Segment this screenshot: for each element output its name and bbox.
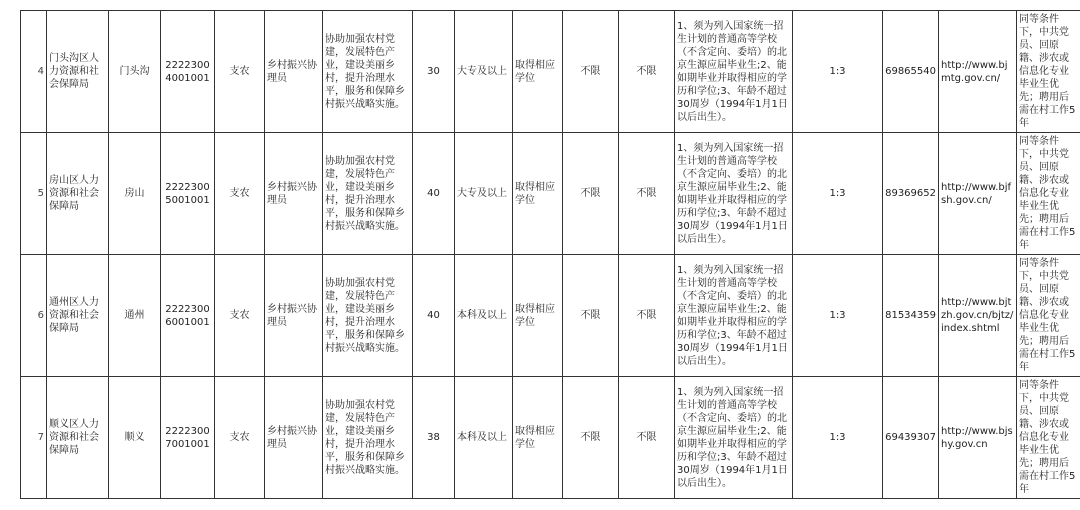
row-index: 4: [21, 11, 47, 133]
district: 门头沟: [109, 11, 161, 133]
education-requirement: 大专及以上: [455, 133, 513, 255]
hire-count: 40: [413, 133, 455, 255]
degree-requirement: 取得相应学位: [513, 11, 563, 133]
notes: 同等条件下，中共党员、回原籍、涉农或信息化专业毕业生优先；聘用后需在村工作5年: [1017, 255, 1080, 377]
position-code: 22223004001001: [161, 11, 215, 133]
row-index: 7: [21, 377, 47, 499]
website-link[interactable]: http://www.bjshy.gov.cn: [939, 377, 1017, 499]
degree-requirement: 取得相应学位: [513, 377, 563, 499]
other-requirements: 1、须为列入国家统一招生计划的普通高等学校（不含定向、委培）的北京生源应届毕业生;2、能如期毕业并取得相应的学历和学位;3、年龄不超过30周岁（1994年1月1日以后出生）。: [675, 11, 793, 133]
notes: 同等条件下，中共党员、回原籍、涉农或信息化专业毕业生优先；聘用后需在村工作5年: [1017, 11, 1080, 133]
website-link[interactable]: http://www.bjmtg.gov.cn/: [939, 11, 1017, 133]
position-category: 支农: [215, 133, 265, 255]
position-category: 支农: [215, 255, 265, 377]
interview-ratio: 1:3: [793, 11, 883, 133]
table-row: [21, 255, 1080, 377]
hire-count: 40: [413, 255, 455, 377]
position-name: 乡村振兴协理员: [265, 11, 323, 133]
table-body: [21, 11, 1080, 499]
row-index: 5: [21, 133, 47, 255]
other-requirements: 1、须为列入国家统一招生计划的普通高等学校（不含定向、委培）的北京生源应届毕业生;2、能如期毕业并取得相应的学历和学位;3、年龄不超过30周岁（1994年1月1日以后出生）。: [675, 255, 793, 377]
other-requirements: 1、须为列入国家统一招生计划的普通高等学校（不含定向、委培）的北京生源应届毕业生;2、能如期毕业并取得相应的学历和学位;3、年龄不超过30周岁（1994年1月1日以后出生）。: [675, 377, 793, 499]
position-name: 乡村振兴协理员: [265, 133, 323, 255]
position-category: 支农: [215, 377, 265, 499]
major-requirement: 不限: [563, 11, 619, 133]
politics-requirement: 不限: [619, 11, 675, 133]
position-code: 22223007001001: [161, 377, 215, 499]
contact-phone: 69865540: [883, 11, 939, 133]
other-requirements: 1、须为列入国家统一招生计划的普通高等学校（不含定向、委培）的北京生源应届毕业生;2、能如期毕业并取得相应的学历和学位;3、年龄不超过30周岁（1994年1月1日以后出生）。: [675, 133, 793, 255]
district: 顺义: [109, 377, 161, 499]
table-row: [21, 377, 1080, 499]
position-duty: 协助加强农村党建，发展特色产业，建设美丽乡村，提升治理水平，服务和保障乡村振兴战略实施。: [323, 255, 413, 377]
position-name: 乡村振兴协理员: [265, 377, 323, 499]
major-requirement: 不限: [563, 377, 619, 499]
position-category: 支农: [215, 11, 265, 133]
degree-requirement: 取得相应学位: [513, 255, 563, 377]
interview-ratio: 1:3: [793, 255, 883, 377]
website-link[interactable]: http://www.bjfsh.gov.cn/: [939, 133, 1017, 255]
recruitment-table-container: [20, 10, 1076, 499]
district: 房山: [109, 133, 161, 255]
education-requirement: 大专及以上: [455, 11, 513, 133]
notes: 同等条件下，中共党员、回原籍、涉农或信息化专业毕业生优先；聘用后需在村工作5年: [1017, 377, 1080, 499]
position-duty: 协助加强农村党建，发展特色产业，建设美丽乡村，提升治理水平，服务和保障乡村振兴战略实施。: [323, 377, 413, 499]
notes: 同等条件下，中共党员、回原籍、涉农或信息化专业毕业生优先；聘用后需在村工作5年: [1017, 133, 1080, 255]
degree-requirement: 取得相应学位: [513, 133, 563, 255]
department-name: 房山区人力资源和社会保障局: [47, 133, 109, 255]
education-requirement: 本科及以上: [455, 255, 513, 377]
position-code: 22223006001001: [161, 255, 215, 377]
interview-ratio: 1:3: [793, 377, 883, 499]
table-row: [21, 133, 1080, 255]
website-link[interactable]: http://www.bjtzh.gov.cn/bjtz/index.shtml: [939, 255, 1017, 377]
education-requirement: 本科及以上: [455, 377, 513, 499]
major-requirement: 不限: [563, 133, 619, 255]
department-name: 门头沟区人力资源和社会保障局: [47, 11, 109, 133]
department-name: 顺义区人力资源和社会保障局: [47, 377, 109, 499]
politics-requirement: 不限: [619, 377, 675, 499]
position-code: 22223005001001: [161, 133, 215, 255]
row-index: 6: [21, 255, 47, 377]
department-name: 通州区人力资源和社会保障局: [47, 255, 109, 377]
politics-requirement: 不限: [619, 255, 675, 377]
position-name: 乡村振兴协理员: [265, 255, 323, 377]
major-requirement: 不限: [563, 255, 619, 377]
district: 通州: [109, 255, 161, 377]
position-duty: 协助加强农村党建，发展特色产业，建设美丽乡村，提升治理水平，服务和保障乡村振兴战略实施。: [323, 11, 413, 133]
contact-phone: 89369652: [883, 133, 939, 255]
hire-count: 30: [413, 11, 455, 133]
contact-phone: 81534359: [883, 255, 939, 377]
hire-count: 38: [413, 377, 455, 499]
contact-phone: 69439307: [883, 377, 939, 499]
recruitment-table: [20, 10, 1080, 499]
politics-requirement: 不限: [619, 133, 675, 255]
interview-ratio: 1:3: [793, 133, 883, 255]
position-duty: 协助加强农村党建，发展特色产业，建设美丽乡村，提升治理水平，服务和保障乡村振兴战略实施。: [323, 133, 413, 255]
table-row: [21, 11, 1080, 133]
